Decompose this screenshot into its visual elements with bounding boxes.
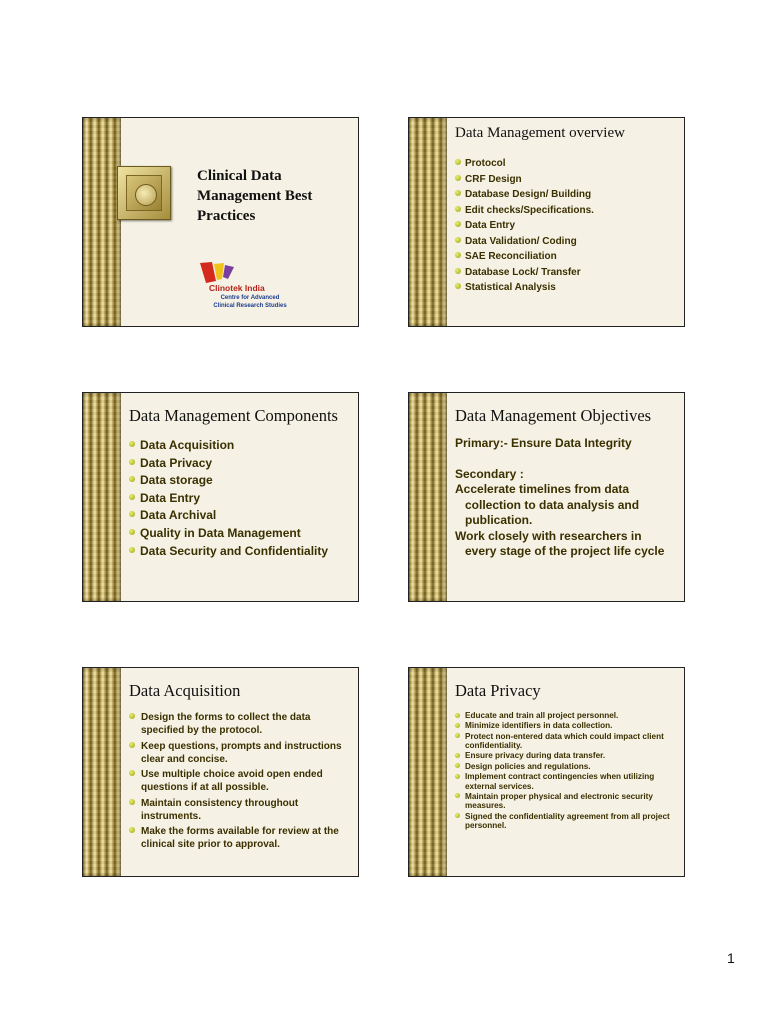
slide-objectives xyxy=(408,392,685,602)
list-item: Data Privacy xyxy=(129,455,352,473)
gold-pillar-decoration xyxy=(409,668,447,876)
bullet-icon xyxy=(129,494,135,500)
secondary-heading: Secondary : xyxy=(455,466,524,481)
slide-acquisition xyxy=(82,667,359,877)
list-item: Data Validation/ Coding xyxy=(455,234,678,250)
secondary-line: collection to data analysis and xyxy=(465,497,640,512)
list-item: Ensure privacy during data transfer. xyxy=(455,751,678,761)
bullet-icon xyxy=(455,793,460,798)
secondary-line: Accelerate timelines from data xyxy=(455,482,630,496)
clinotek-logo xyxy=(195,261,315,311)
list-item: Protocol xyxy=(455,156,678,172)
list-item: Edit checks/Specifications. xyxy=(455,203,678,219)
bullet-icon xyxy=(455,190,461,196)
secondary-line: every stage of the project life cycle xyxy=(465,544,665,558)
gold-pillar-decoration xyxy=(409,393,447,601)
acquisition-list xyxy=(129,711,352,851)
list-item: Data Entry xyxy=(455,218,678,234)
list-item: Implement contract contingencies when utilizing external services. xyxy=(455,772,678,791)
list-item: Signed the confidentiality agreement from all project personnel. xyxy=(455,812,678,831)
bullet-icon xyxy=(129,799,135,805)
bullet-icon xyxy=(129,511,135,517)
list-item: CRF Design xyxy=(455,172,678,188)
bullet-icon xyxy=(455,733,460,738)
list-item: Design the forms to collect the data specified by the protocol. xyxy=(129,711,352,737)
list-item: Use multiple choice avoid open ended questions if at all possible. xyxy=(129,768,352,794)
slide-heading: Data Management Components xyxy=(129,406,338,425)
list-item: Data Acquisition xyxy=(129,437,352,455)
bullet-icon xyxy=(455,252,461,258)
logo-subtitle: Centre for Advanced Clinical Research Studies xyxy=(213,295,287,309)
bullet-icon xyxy=(455,268,461,274)
bullet-icon xyxy=(455,763,460,768)
bullet-icon xyxy=(455,221,461,227)
list-item: Quality in Data Management xyxy=(129,525,352,543)
list-item: Database Design/ Building xyxy=(455,187,678,203)
list-item: Maintain proper physical and electronic security measures. xyxy=(455,792,678,811)
logo-mark-icon xyxy=(198,261,238,285)
list-item: Data Archival xyxy=(129,507,352,525)
secondary-line: publication. xyxy=(465,513,533,527)
slide-heading: Data Privacy xyxy=(455,681,541,700)
slide-title xyxy=(82,117,359,327)
page-number: 1 xyxy=(727,950,735,966)
slide-overview xyxy=(408,117,685,327)
bullet-icon xyxy=(129,547,135,553)
bullet-icon xyxy=(129,742,135,748)
list-item: SAE Reconciliation xyxy=(455,249,678,265)
primary-objective: Primary:- Ensure Data Integrity xyxy=(455,436,632,450)
list-item: Make the forms available for review at the clinical site prior to approval. xyxy=(129,825,352,851)
ornament-badge-icon xyxy=(117,166,171,220)
components-list xyxy=(129,437,352,560)
gold-pillar-decoration xyxy=(83,118,121,326)
bullet-icon xyxy=(129,459,135,465)
list-item: Protect non-entered data which could impact client confidentiality. xyxy=(455,732,678,751)
gold-pillar-decoration xyxy=(409,118,447,326)
bullet-icon xyxy=(129,770,135,776)
list-item: Statistical Analysis xyxy=(455,280,678,296)
list-item: Minimize identifiers in data collection. xyxy=(455,721,678,731)
bullet-icon xyxy=(455,723,460,728)
bullet-icon xyxy=(129,713,135,719)
bullet-icon xyxy=(455,159,461,165)
list-item: Educate and train all project personnel. xyxy=(455,711,678,721)
bullet-icon xyxy=(455,237,461,243)
list-item: Database Lock/ Transfer xyxy=(455,265,678,281)
logo-name: Clinotek India xyxy=(209,283,265,293)
list-item: Data Security and Confidentiality xyxy=(129,543,352,561)
bullet-icon xyxy=(129,529,135,535)
bullet-icon xyxy=(455,713,460,718)
list-item: Data Entry xyxy=(129,490,352,508)
slide-heading: Data Management overview xyxy=(455,125,625,141)
secondary-line: Work closely with researchers in xyxy=(455,528,642,543)
overview-list xyxy=(455,156,678,296)
privacy-list xyxy=(455,711,678,831)
list-item: Maintain consistency throughout instruments. xyxy=(129,797,352,823)
gold-pillar-decoration xyxy=(83,393,121,601)
bullet-icon xyxy=(455,175,461,181)
list-item: Design policies and regulations. xyxy=(455,762,678,772)
presentation-title: Clinical Data Management Best Practices xyxy=(197,168,313,224)
slide-privacy xyxy=(408,667,685,877)
slide-heading: Data Management Objectives xyxy=(455,406,652,425)
list-item: Data storage xyxy=(129,472,352,490)
slide-heading: Data Acquisition xyxy=(129,681,241,700)
bullet-icon xyxy=(129,476,135,482)
bullet-icon xyxy=(455,813,460,818)
bullet-icon xyxy=(129,827,135,833)
list-item: Keep questions, prompts and instructions clear and concise. xyxy=(129,740,352,766)
bullet-icon xyxy=(455,774,460,779)
bullet-icon xyxy=(129,441,135,447)
bullet-icon xyxy=(455,206,461,212)
objectives-body xyxy=(455,436,678,560)
gold-pillar-decoration xyxy=(83,668,121,876)
slide-components xyxy=(82,392,359,602)
bullet-icon xyxy=(455,753,460,758)
bullet-icon xyxy=(455,283,461,289)
